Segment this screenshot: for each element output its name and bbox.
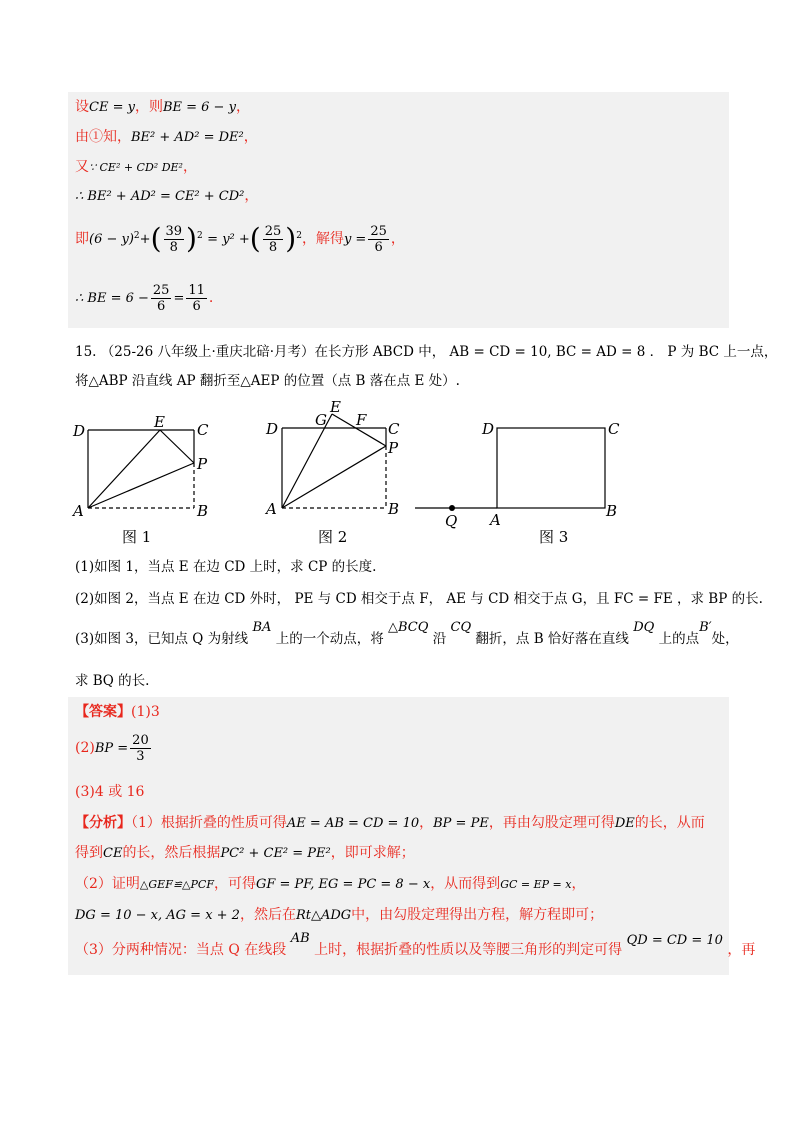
math-op: = (173, 291, 185, 306)
text: ， (235, 99, 250, 115)
math-expr: PC² + CE² = PE² (220, 846, 331, 861)
denominator: 6 (192, 298, 201, 314)
label-d: D (266, 420, 279, 438)
text: ，从而得到 (430, 876, 501, 892)
answer-line-3: (3)4 或 16 (75, 784, 145, 800)
math-expr: QD = CD = 10 (626, 933, 723, 948)
figure-1-drawing (88, 430, 194, 508)
math-expr: CE = y (89, 100, 135, 115)
text: (3)如图 3，已知点 Q 为射线 (75, 631, 249, 647)
denominator: 6 (157, 298, 166, 314)
text: 中，由勾股定理得出方程，解方程即可； (351, 907, 604, 923)
denominator: 8 (268, 239, 278, 255)
text: . (208, 290, 214, 306)
fraction-20-3 (130, 733, 151, 764)
answer-line-2 (75, 730, 153, 766)
math-expr: BE² + AD² = DE² (131, 130, 244, 145)
text: （1）根据折叠的性质可得 (131, 815, 287, 831)
label-a: A (490, 511, 501, 529)
math-expr: ∴ BE = 6 − (75, 291, 149, 306)
text: ，再由勾股定理可得 (488, 815, 615, 831)
math-expr: AE = AB = CD = 10 (286, 816, 420, 831)
text: ，然后在 (239, 907, 296, 923)
label-b: B (388, 500, 400, 518)
text: （2）证明 (75, 876, 140, 892)
math-expr: CQ (450, 620, 472, 635)
answer-tag: 【答案】 (75, 704, 131, 720)
text: ，再 (727, 942, 756, 958)
circled-number: ① (89, 129, 103, 145)
label-e: E (330, 398, 341, 416)
text: 知， (103, 129, 131, 145)
analysis-line-4 (75, 905, 603, 926)
text: ， (571, 876, 586, 892)
math-expr: DQ (633, 620, 655, 635)
analysis-line-1 (75, 813, 705, 834)
label-c: C (388, 420, 400, 438)
label-c: C (197, 421, 209, 439)
text: 的长，从而 (634, 815, 705, 831)
text: ， (390, 231, 405, 247)
math-expr: GF = PF, EG = PC = 8 − x (255, 877, 431, 892)
figure-3-drawing (415, 428, 605, 508)
analysis-line-3 (75, 874, 585, 895)
math-expr: BE = 6 − y (162, 100, 236, 115)
text: 处， (711, 631, 739, 647)
math-expr: = y² + (207, 232, 250, 247)
denominator: 6 (374, 239, 383, 255)
question-2: (2)如图 2，当点 E 在边 CD 外时， PE 与 CD 相交于点 F， AE 与 CD 相交于点 G，且 FC = FE ，求 BP 的长. (75, 591, 763, 607)
point-q-dot (449, 505, 455, 511)
text: 即 (75, 231, 89, 247)
numerator: 25 (370, 223, 387, 239)
label-c: C (608, 420, 620, 438)
denominator: 8 (169, 239, 178, 255)
numerator: 11 (188, 282, 205, 298)
math-expr: △GEF≌△PCF (139, 878, 214, 891)
figure-2-drawing (282, 414, 386, 508)
text: 又 (75, 159, 89, 175)
text: ， (182, 159, 197, 175)
math-expr: AB (290, 931, 310, 946)
analysis-line-5 (75, 931, 756, 961)
text: 的长，然后根据 (122, 845, 221, 861)
math-expr: CE (103, 846, 123, 861)
numerator: 25 (264, 223, 282, 239)
text: 得到 (75, 845, 103, 861)
numerator: 25 (152, 282, 170, 298)
text: 由 (75, 129, 89, 145)
label-p: P (388, 439, 399, 457)
math-expr: △BCQ (388, 620, 429, 635)
answer-2-prefix: (2) (75, 740, 95, 756)
analysis-line-2 (75, 843, 415, 864)
problem-line-2: 将△ABP 沿直线 AP 翻折至△AEP 的位置（点 B 落在点 E 处）. (75, 373, 460, 389)
text: ， (243, 129, 258, 145)
text: 上的点 (658, 631, 700, 647)
math-expr: BP = (94, 741, 129, 756)
denominator: 3 (136, 748, 145, 764)
math-expr: y = (343, 232, 367, 247)
label-a: A (266, 500, 277, 518)
answer-1: (1)3 (131, 704, 160, 720)
math-expr: ∵ CE² + CD² DE² (89, 161, 183, 174)
text: 上时，根据折叠的性质以及等腰三角形的判定可得 (314, 942, 623, 958)
problem-line-1: 15. （25-26 八年级上·重庆北碚·月考）在长方形 ABCD 中， AB = CD = 10, BC = AD = 8 ． P 为 BC 上一点， (75, 344, 778, 360)
text: 翻折，点 B 恰好落在直线 (475, 631, 629, 647)
math-expr: (6 − y) (89, 232, 134, 247)
math-expr: DE (614, 816, 635, 831)
label-q: Q (445, 512, 458, 530)
math-expr: BA (252, 620, 272, 635)
math-expr: Rt△ADG (295, 908, 352, 923)
math-op: + (139, 232, 151, 247)
label-b: B (606, 502, 618, 520)
numerator: 20 (132, 732, 149, 748)
label-d: D (73, 422, 86, 440)
exponent: 2 (133, 231, 140, 241)
math-expr: DG = 10 − x, AG = x + 2 (75, 908, 240, 923)
solution-line-5: 即$(6 - y)^2+$( $\frac{39}{8}$ )$^2$ = y² +( $\frac{25}{8}$ )$^2$，解得y = $\frac{25}{6}$ ， (75, 222, 405, 255)
figure-1-caption: 图 1 (122, 528, 152, 546)
numerator: 39 (165, 223, 183, 239)
label-d: D (482, 420, 495, 438)
label-p: P (197, 455, 208, 473)
figure-3-caption: 图 3 (539, 528, 569, 546)
text: ，可得 (213, 876, 256, 892)
answer-line-1 (75, 702, 160, 722)
label-e: E (154, 413, 165, 431)
math-expr: BP = PE (433, 816, 489, 831)
math-expr: ∴ BE² + AD² = CE² + CD² (75, 189, 245, 204)
text: ， (419, 815, 434, 831)
question-1: (1)如图 1，当点 E 在边 CD 上时，求 CP 的长度. (75, 559, 377, 575)
label-f: F (356, 411, 367, 429)
label-g: G (315, 411, 327, 429)
text: ，解得 (301, 231, 344, 247)
figure-2-caption: 图 2 (318, 528, 348, 546)
question-3 (75, 620, 739, 653)
math-expr: GC = EP = x (500, 878, 572, 891)
text: （3）分两种情况：当点 Q 在线段 (75, 942, 287, 958)
geometry-figures (0, 0, 800, 560)
text: ，即可求解； (330, 845, 415, 861)
question-3-cont: 求 BQ 的长. (75, 673, 150, 689)
label-a: A (73, 502, 84, 520)
text: 设 (75, 99, 89, 115)
text: 上的一个动点，将 (275, 631, 384, 647)
text: ，则 (134, 99, 163, 115)
label-b: B (197, 502, 209, 520)
analysis-tag: 【分析】 (75, 815, 131, 831)
math-expr: B′ (699, 620, 712, 635)
text: 沿 (432, 631, 447, 647)
text: ， (244, 188, 259, 204)
